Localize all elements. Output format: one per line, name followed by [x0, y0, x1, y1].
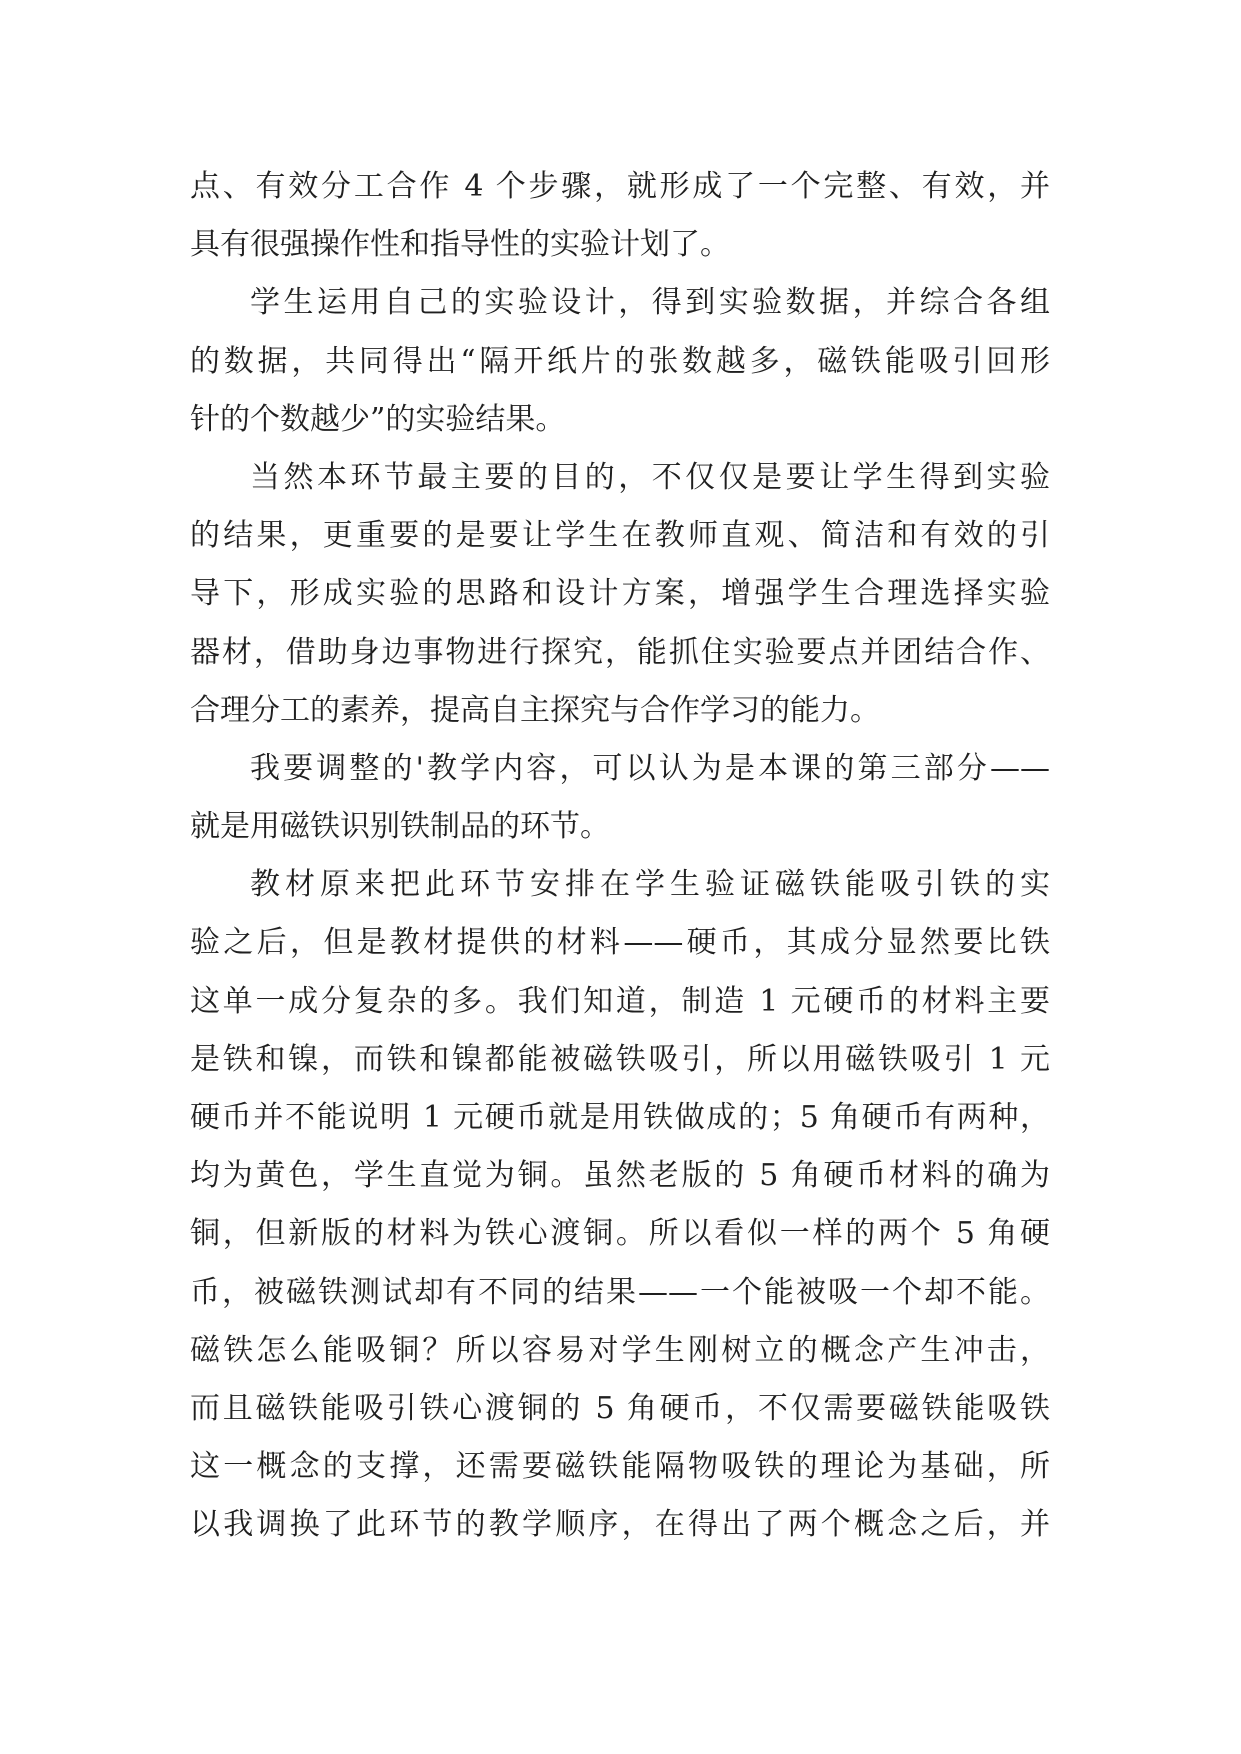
text-line: 具有很强操作性和指导性的实验计划了。 — [190, 227, 730, 263]
text-line: 硬币并不能说明 1 元硬币就是用铁做成的；5 角硬币有两种， — [190, 1100, 1050, 1135]
text-line: 学生运用自己的实验设计，得到实验数据，并综合各组 — [250, 285, 1050, 321]
text-line: 导下，形成实验的思路和设计方案，增强学生合理选择实验 — [190, 576, 1050, 612]
text-line: 教材原来把此环节安排在学生验证磁铁能吸引铁的实 — [250, 867, 1050, 903]
text-line: 均为黄色，学生直觉为铜。虽然老版的 5 角硬币材料的确为 — [190, 1158, 1050, 1194]
text-line: 而且磁铁能吸引铁心渡铜的 5 角硬币，不仅需要磁铁能吸铁 — [190, 1390, 1050, 1426]
text-line: 是铁和镍，而铁和镍都能被磁铁吸引，所以用磁铁吸引 1 元 — [190, 1041, 1050, 1077]
body-text — [190, 158, 1050, 1555]
text-line: 的数据，共同得出“隔开纸片的张数越多，磁铁能吸引回形 — [190, 343, 1050, 379]
text-line: 我要调整的'教学内容，可以认为是本课的第三部分—— — [250, 750, 1050, 786]
text-line: 针的个数越少”的实验结果。 — [190, 401, 566, 437]
text-line: 验之后，但是教材提供的材料——硬币，其成分显然要比铁 — [190, 925, 1050, 961]
text-line: 合理分工的素养，提高自主探究与合作学习的能力。 — [190, 692, 880, 728]
text-line: 的结果，更重要的是要让学生在教师直观、简洁和有效的引 — [190, 518, 1050, 554]
text-line: 以我调换了此环节的教学顺序，在得出了两个概念之后，并 — [190, 1507, 1050, 1543]
text-line: 这一概念的支撑，还需要磁铁能隔物吸铁的理论为基础，所 — [190, 1449, 1050, 1485]
text-line: 就是用磁铁识别铁制品的环节。 — [190, 809, 610, 845]
text-line: 当然本环节最主要的目的，不仅仅是要让学生得到实验 — [250, 459, 1050, 495]
text-line: 点、有效分工合作 4 个步骤，就形成了一个完整、有效，并 — [190, 169, 1050, 204]
text-line: 器材，借助身边事物进行探究，能抓住实验要点并团结合作、 — [190, 634, 1050, 670]
text-line: 磁铁怎么能吸铜？所以容易对学生刚树立的概念产生冲击， — [190, 1332, 1050, 1368]
text-line: 这单一成分复杂的多。我们知道，制造 1 元硬币的材料主要 — [190, 983, 1050, 1019]
text-line: 币，被磁铁测试却有不同的结果——一个能被吸一个却不能。 — [190, 1274, 1050, 1310]
text-line: 铜，但新版的材料为铁心渡铜。所以看似一样的两个 5 角硬 — [190, 1216, 1050, 1252]
